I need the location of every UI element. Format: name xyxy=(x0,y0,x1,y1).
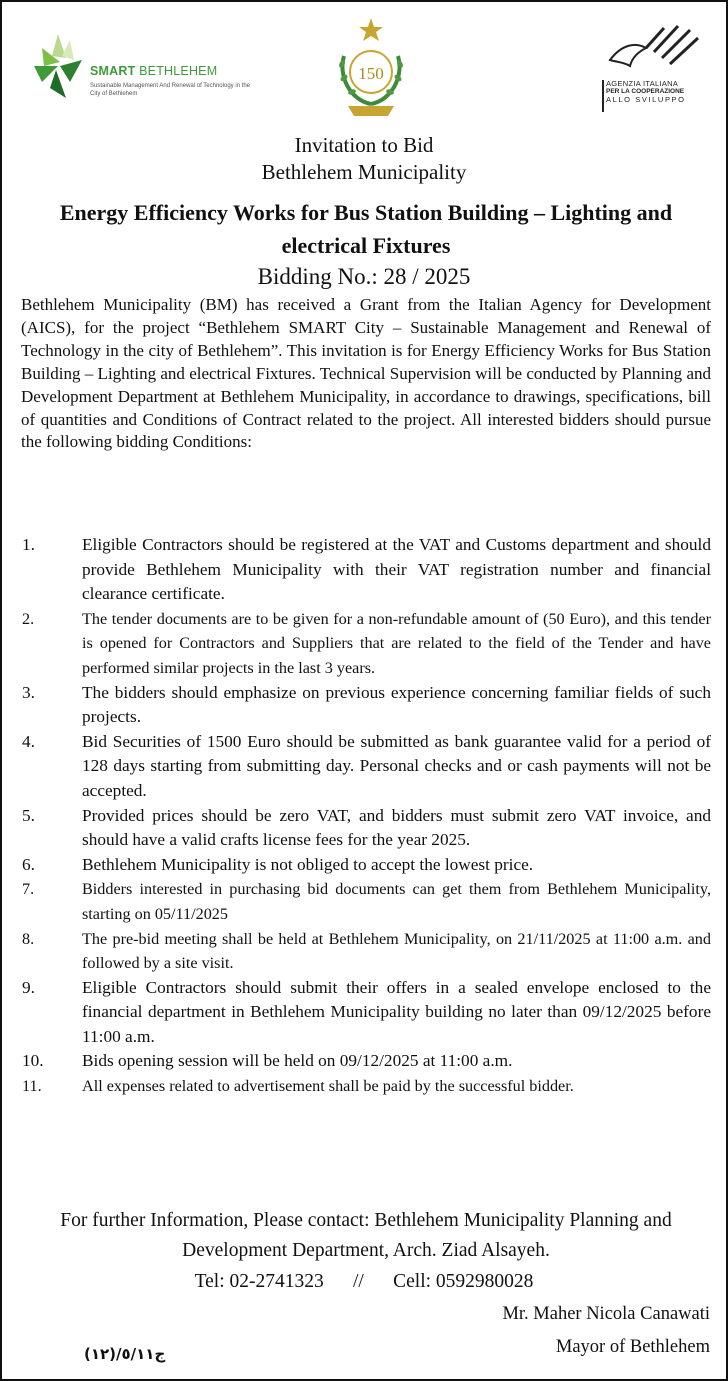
condition-text: Provided prices should be zero VAT, and bidders must submit zero VAT invoice, and should have a valid crafts license fees for the year 2025. xyxy=(82,805,711,850)
condition-text: Bethlehem Municipality is not obliged to accept the lowest price. xyxy=(82,854,534,874)
condition-text: Eligible Contractors should be registered at the VAT and Customs department and should provide Bethlehem Municipality with their VAT registration number and financial clearance certificate. xyxy=(82,535,711,604)
reference-code: ج٥/١١/(١٢) xyxy=(84,1345,166,1363)
condition-number: 7. xyxy=(22,880,35,899)
condition-number: 9. xyxy=(22,977,35,997)
condition-number: 2. xyxy=(22,609,35,628)
dove-icon xyxy=(602,22,712,78)
condition-item xyxy=(21,927,711,976)
condition-text: The bidders should emphasize on previous experience concerning familiar fields of such projects. xyxy=(82,682,711,727)
condition-item xyxy=(21,533,711,607)
smart-brand-text: SMART BETHLEHEM xyxy=(90,64,218,78)
signatory-name: Mr. Maher Nicola Canawati xyxy=(502,1304,710,1324)
condition-number: 11. xyxy=(22,1077,42,1096)
condition-item xyxy=(21,853,711,878)
issuer-name: Bethlehem Municipality xyxy=(261,160,467,184)
condition-number: 4. xyxy=(22,731,35,751)
condition-text: Eligible Contractors should submit their offers in a sealed envelope enclosed to the financial department in Bethlehem Municipality building no later than 09/12/2025 before 11:00 a.m. xyxy=(82,977,711,1046)
contact-info: For further Information, Please contact: Bethlehem Municipality Planning and Development Department, Arch. Ziad Alsayeh. xyxy=(60,1210,672,1261)
condition-number: 6. xyxy=(22,854,35,874)
condition-number: 8. xyxy=(22,929,35,948)
condition-text: The pre-bid meeting shall be held at Bethlehem Municipality, on 21/11/2025 at 11:00 a.m. and followed by a site visit. xyxy=(82,929,711,973)
svg-text:150: 150 xyxy=(358,64,384,83)
project-title: Energy Efficiency Works for Bus Station Building – Lighting and electrical Fixtures xyxy=(59,200,673,258)
aics-logo xyxy=(602,22,712,118)
condition-number: 10. xyxy=(22,1051,44,1071)
agency-name: AGENZIA ITALIANA PER LA COOPERAZIONE ALLO SVILUPPO xyxy=(606,79,686,104)
condition-text: Bidders interested in purchasing bid documents can get them from Bethlehem Municipality, starting on 05/11/2025 xyxy=(82,880,711,923)
condition-number: 5. xyxy=(22,805,35,825)
conditions-list xyxy=(21,533,711,1099)
condition-text: All expenses related to advertisement shall be paid by the successful bidder. xyxy=(82,1077,574,1096)
condition-number: 1. xyxy=(22,535,35,554)
condition-item xyxy=(21,607,711,681)
condition-item xyxy=(21,976,711,1050)
intro-paragraph: Bethlehem Municipality (BM) has received a Grant from the Italian Agency for Development (AICS), for the project “Bethlehem SMART City – Sustainable Management and Renewal of Technology in the city of Bethlehem”. This invitation is for Energy Efficiency Works for Bus Station Building – Lighting and electrical Fixtures. Technical Supervision will be conducted by Planning and Development Department at Bethlehem Municipality, in accordance to drawings, specifications, bill of quantities and Conditions of Contract related to the project. All interested bidders should pursue the following bidding Conditions: xyxy=(21,295,711,452)
phone-line xyxy=(2,1267,726,1297)
condition-item xyxy=(21,730,711,804)
smart-tagline: Sustainable Management And Renewal of Technology in the City of Bethlehem xyxy=(90,83,250,97)
condition-item xyxy=(21,1074,711,1099)
condition-item xyxy=(21,681,711,730)
bidding-number: Bidding No.: 28 / 2025 xyxy=(257,264,471,289)
invitation-title: Invitation to Bid xyxy=(294,133,434,157)
municipality-anniversary-emblem xyxy=(328,16,414,120)
condition-item xyxy=(21,877,711,926)
condition-text: The tender documents are to be given for a non-refundable amount of (50 Euro), and this tender is opened for Contractors and Suppliers that are related to the field of the Tender and have performed similar projects in the last 3 years. xyxy=(82,609,711,677)
header-logos xyxy=(2,2,726,122)
phone-separator: // xyxy=(353,1271,364,1292)
smart-bethlehem-logo xyxy=(30,26,250,110)
signatory-title: Mayor of Bethlehem xyxy=(555,1337,710,1357)
condition-number: 3. xyxy=(22,682,35,702)
agency-divider xyxy=(602,80,604,112)
condition-text: Bids opening session will be held on 09/12/2025 at 11:00 a.m. xyxy=(82,1051,513,1071)
cell-number: Cell: 0592980028 xyxy=(393,1271,534,1292)
condition-item xyxy=(21,1049,711,1074)
condition-item xyxy=(21,804,711,853)
telephone-number: Tel: 02-2741323 xyxy=(194,1271,324,1292)
smart-leaf-icon xyxy=(30,26,90,110)
condition-text: Bid Securities of 1500 Euro should be submitted as bank guarantee valid for a period of 128 days starting from submitting day. Personal checks and or cash payments will not be accepted. xyxy=(82,731,711,800)
